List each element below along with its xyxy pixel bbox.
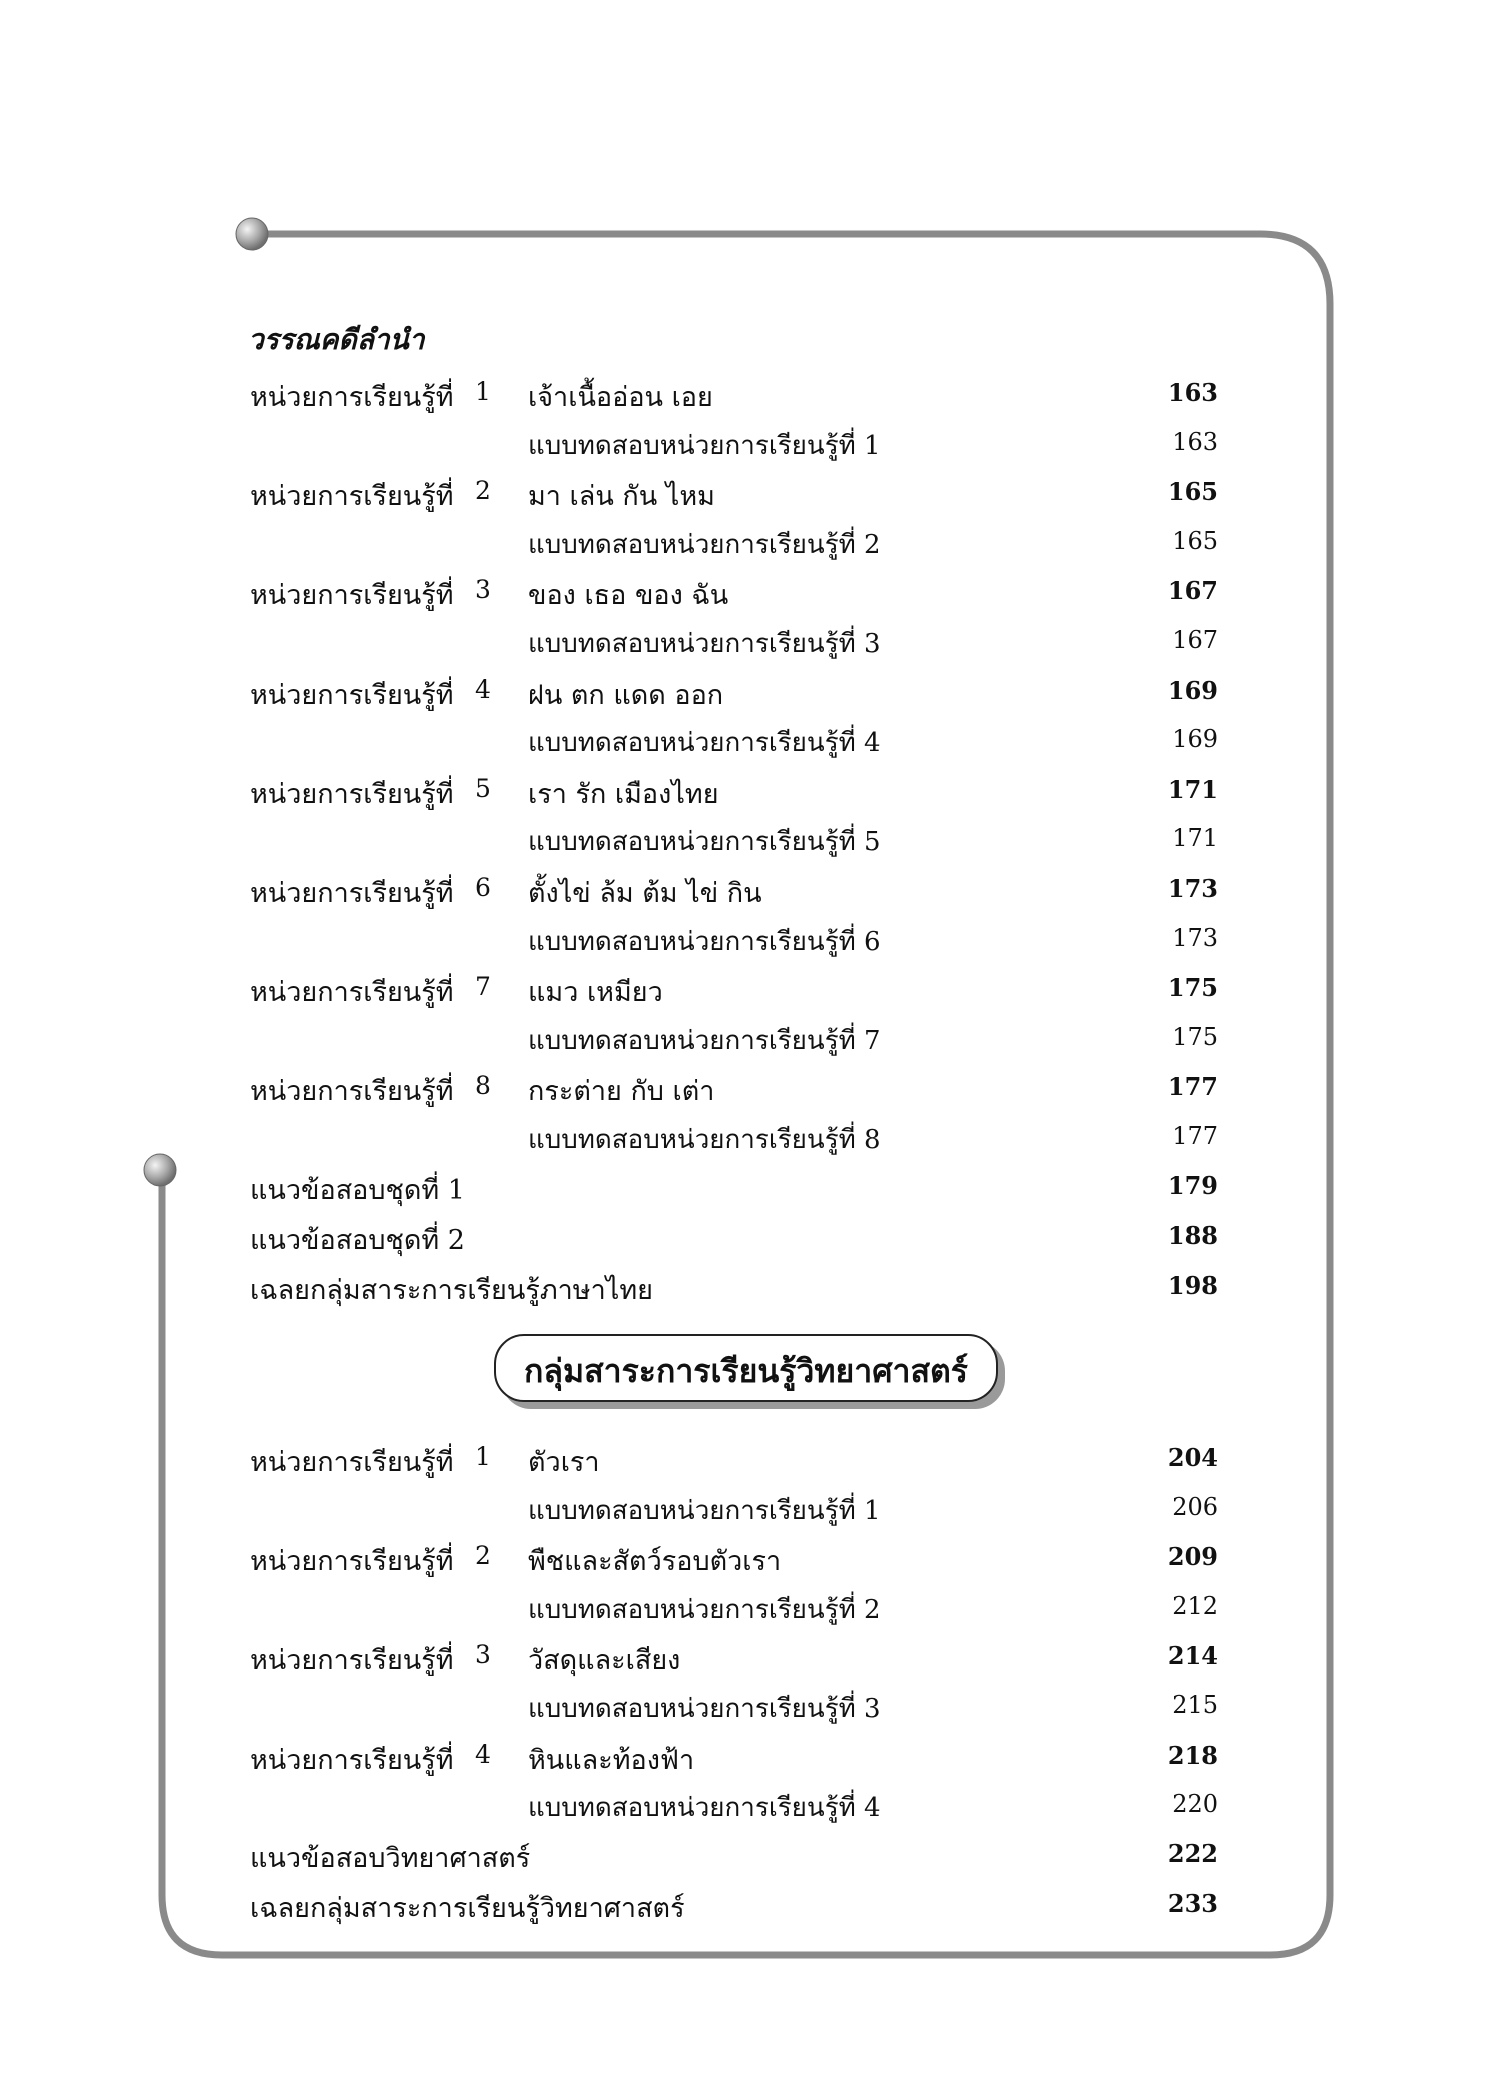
page-number: 177 bbox=[1167, 1072, 1218, 1102]
page-number: 173 bbox=[1172, 923, 1218, 952]
unit-title: ตั้งไข่ ล้ม ต้ม ไข่ กิน bbox=[528, 878, 762, 909]
unit-title: ฝน ตก แดด ออก bbox=[528, 679, 724, 711]
page-number: 206 bbox=[1172, 1492, 1218, 1521]
toc-test-row bbox=[0, 722, 1504, 766]
test-title: แบบทดสอบหน่วยการเรียนรู้ที่ 1 bbox=[528, 1495, 881, 1526]
toc-test-row bbox=[0, 1688, 1504, 1732]
unit-label: หน่วยการเรียนรู้ที่ bbox=[250, 1447, 454, 1478]
unit-number: 8 bbox=[475, 1071, 491, 1101]
toc-unit-row bbox=[0, 673, 1504, 717]
unit-title: กระต่าย กับ เต่า bbox=[528, 1076, 715, 1108]
group-title-box bbox=[494, 1334, 998, 1402]
unit-title: ของ เธอ ของ ฉัน bbox=[528, 580, 729, 612]
test-title: แบบทดสอบหน่วยการเรียนรู้ที่ 2 bbox=[528, 529, 881, 560]
toc-extra-row bbox=[0, 1168, 1504, 1212]
toc-extra-row bbox=[0, 1836, 1504, 1880]
toc-test-row bbox=[0, 1119, 1504, 1163]
toc-test-row bbox=[0, 1787, 1504, 1831]
unit-number: 1 bbox=[475, 377, 491, 406]
unit-number: 4 bbox=[475, 1739, 491, 1769]
test-title: แบบทดสอบหน่วยการเรียนรู้ที่ 7 bbox=[528, 1025, 881, 1056]
page-number: 175 bbox=[1167, 973, 1218, 1003]
page-number: 163 bbox=[1172, 427, 1218, 456]
page-number: 171 bbox=[1172, 824, 1218, 853]
unit-label: หน่วยการเรียนรู้ที่ bbox=[250, 679, 454, 711]
toc-test-row bbox=[0, 1589, 1504, 1633]
toc-unit-row bbox=[0, 474, 1504, 518]
unit-label: หน่วยการเรียนรู้ที่ bbox=[250, 1076, 454, 1108]
toc-unit-row bbox=[0, 375, 1504, 419]
test-title: แบบทดสอบหน่วยการเรียนรู้ที่ 2 bbox=[528, 1594, 881, 1625]
frame-ball-top bbox=[236, 218, 268, 250]
page-number: 163 bbox=[1167, 378, 1218, 407]
page-number: 204 bbox=[1167, 1443, 1218, 1472]
test-title: แบบทดสอบหน่วยการเรียนรู้ที่ 5 bbox=[528, 827, 881, 858]
page-number: 214 bbox=[1167, 1641, 1218, 1671]
toc-test-row bbox=[0, 524, 1504, 568]
toc-test-row bbox=[0, 425, 1504, 469]
test-title: แบบทดสอบหน่วยการเรียนรู้ที่ 1 bbox=[528, 430, 881, 461]
page-number: 173 bbox=[1167, 874, 1218, 903]
toc-unit-row bbox=[0, 573, 1504, 617]
page-number: 165 bbox=[1167, 477, 1218, 507]
group-title: กลุ่มสาระการเรียนรู้วิทยาศาสตร์ bbox=[524, 1352, 968, 1390]
toc-unit-row bbox=[0, 772, 1504, 816]
unit-number: 3 bbox=[475, 575, 491, 605]
page-number: 215 bbox=[1172, 1691, 1218, 1719]
toc-extra-row bbox=[0, 1268, 1504, 1312]
page-number: 233 bbox=[1167, 1889, 1218, 1918]
toc-unit-row bbox=[0, 970, 1504, 1014]
toc-unit-row bbox=[0, 1638, 1504, 1682]
entry-title: เฉลยกลุ่มสาระการเรียนรู้วิทยาศาสตร์ bbox=[250, 1893, 685, 1924]
page-number: 209 bbox=[1167, 1542, 1218, 1572]
unit-title: ตัวเรา bbox=[528, 1447, 600, 1478]
entry-title: แนวข้อสอบวิทยาศาสตร์ bbox=[250, 1843, 531, 1874]
page-number: 167 bbox=[1172, 626, 1218, 654]
page-number: 177 bbox=[1172, 1122, 1218, 1150]
unit-label: หน่วยการเรียนรู้ที่ bbox=[250, 878, 454, 909]
page-number: 198 bbox=[1167, 1271, 1218, 1300]
unit-label: หน่วยการเรียนรู้ที่ bbox=[250, 1645, 454, 1677]
unit-title: เรา รัก เมืองไทย bbox=[528, 778, 719, 810]
toc-unit-row bbox=[0, 871, 1504, 915]
unit-label: หน่วยการเรียนรู้ที่ bbox=[250, 481, 454, 513]
toc-test-row bbox=[0, 821, 1504, 865]
page-number: 175 bbox=[1172, 1022, 1218, 1051]
test-title: แบบทดสอบหน่วยการเรียนรู้ที่ 8 bbox=[528, 1125, 881, 1155]
unit-title: แมว เหมียว bbox=[528, 977, 663, 1009]
toc-test-row bbox=[0, 1020, 1504, 1064]
toc-unit-row bbox=[0, 1440, 1504, 1484]
test-title: แบบทดสอบหน่วยการเรียนรู้ที่ 3 bbox=[528, 1694, 881, 1724]
page-number: 218 bbox=[1167, 1740, 1218, 1770]
unit-label: หน่วยการเรียนรู้ที่ bbox=[250, 580, 454, 612]
test-title: แบบทดสอบหน่วยการเรียนรู้ที่ 6 bbox=[528, 926, 881, 957]
page-number: 212 bbox=[1172, 1591, 1218, 1620]
unit-number: 5 bbox=[475, 773, 491, 803]
unit-number: 1 bbox=[475, 1442, 491, 1471]
entry-title: แนวข้อสอบชุดที่ 2 bbox=[250, 1225, 465, 1256]
unit-number: 4 bbox=[475, 674, 491, 704]
section-heading: วรรณคดีลำนำ bbox=[248, 323, 425, 356]
test-title: แบบทดสอบหน่วยการเรียนรู้ที่ 3 bbox=[528, 629, 881, 659]
unit-label: หน่วยการเรียนรู้ที่ bbox=[250, 778, 454, 810]
toc-unit-row bbox=[0, 1069, 1504, 1113]
unit-label: หน่วยการเรียนรู้ที่ bbox=[250, 382, 454, 413]
page-number: 171 bbox=[1167, 774, 1218, 804]
unit-number: 7 bbox=[475, 972, 491, 1002]
toc-unit-row bbox=[0, 1539, 1504, 1583]
toc-test-row bbox=[0, 921, 1504, 965]
unit-title: วัสดุและเสียง bbox=[528, 1645, 681, 1677]
unit-title: หินและท้องฟ้า bbox=[528, 1744, 695, 1776]
page-number: 169 bbox=[1167, 675, 1218, 705]
unit-number: 3 bbox=[475, 1640, 491, 1670]
toc-extra-row bbox=[0, 1218, 1504, 1262]
unit-number: 2 bbox=[475, 476, 491, 506]
toc-unit-row bbox=[0, 1738, 1504, 1782]
page-number: 188 bbox=[1167, 1221, 1218, 1250]
unit-label: หน่วยการเรียนรู้ที่ bbox=[250, 1744, 454, 1776]
entry-title: เฉลยกลุ่มสาระการเรียนรู้ภาษาไทย bbox=[250, 1275, 653, 1306]
test-title: แบบทดสอบหน่วยการเรียนรู้ที่ 4 bbox=[528, 1793, 881, 1824]
unit-title: มา เล่น กัน ไหม bbox=[528, 481, 715, 513]
toc-test-row bbox=[0, 623, 1504, 667]
page-number: 167 bbox=[1167, 576, 1218, 606]
unit-label: หน่วยการเรียนรู้ที่ bbox=[250, 1546, 454, 1578]
toc-extra-row bbox=[0, 1886, 1504, 1930]
page-number: 179 bbox=[1167, 1171, 1218, 1200]
unit-number: 6 bbox=[475, 873, 491, 902]
unit-number: 2 bbox=[475, 1541, 491, 1571]
page-number: 220 bbox=[1172, 1790, 1218, 1819]
unit-title: พืชและสัตว์รอบตัวเรา bbox=[528, 1546, 782, 1578]
page-number: 165 bbox=[1172, 526, 1218, 555]
page-number: 222 bbox=[1167, 1839, 1218, 1868]
toc-test-row bbox=[0, 1490, 1504, 1534]
test-title: แบบทดสอบหน่วยการเรียนรู้ที่ 4 bbox=[528, 728, 881, 759]
page-number: 169 bbox=[1172, 725, 1218, 754]
entry-title: แนวข้อสอบชุดที่ 1 bbox=[250, 1175, 465, 1206]
unit-label: หน่วยการเรียนรู้ที่ bbox=[250, 977, 454, 1009]
unit-title: เจ้าเนื้ออ่อน เอย bbox=[528, 382, 713, 413]
